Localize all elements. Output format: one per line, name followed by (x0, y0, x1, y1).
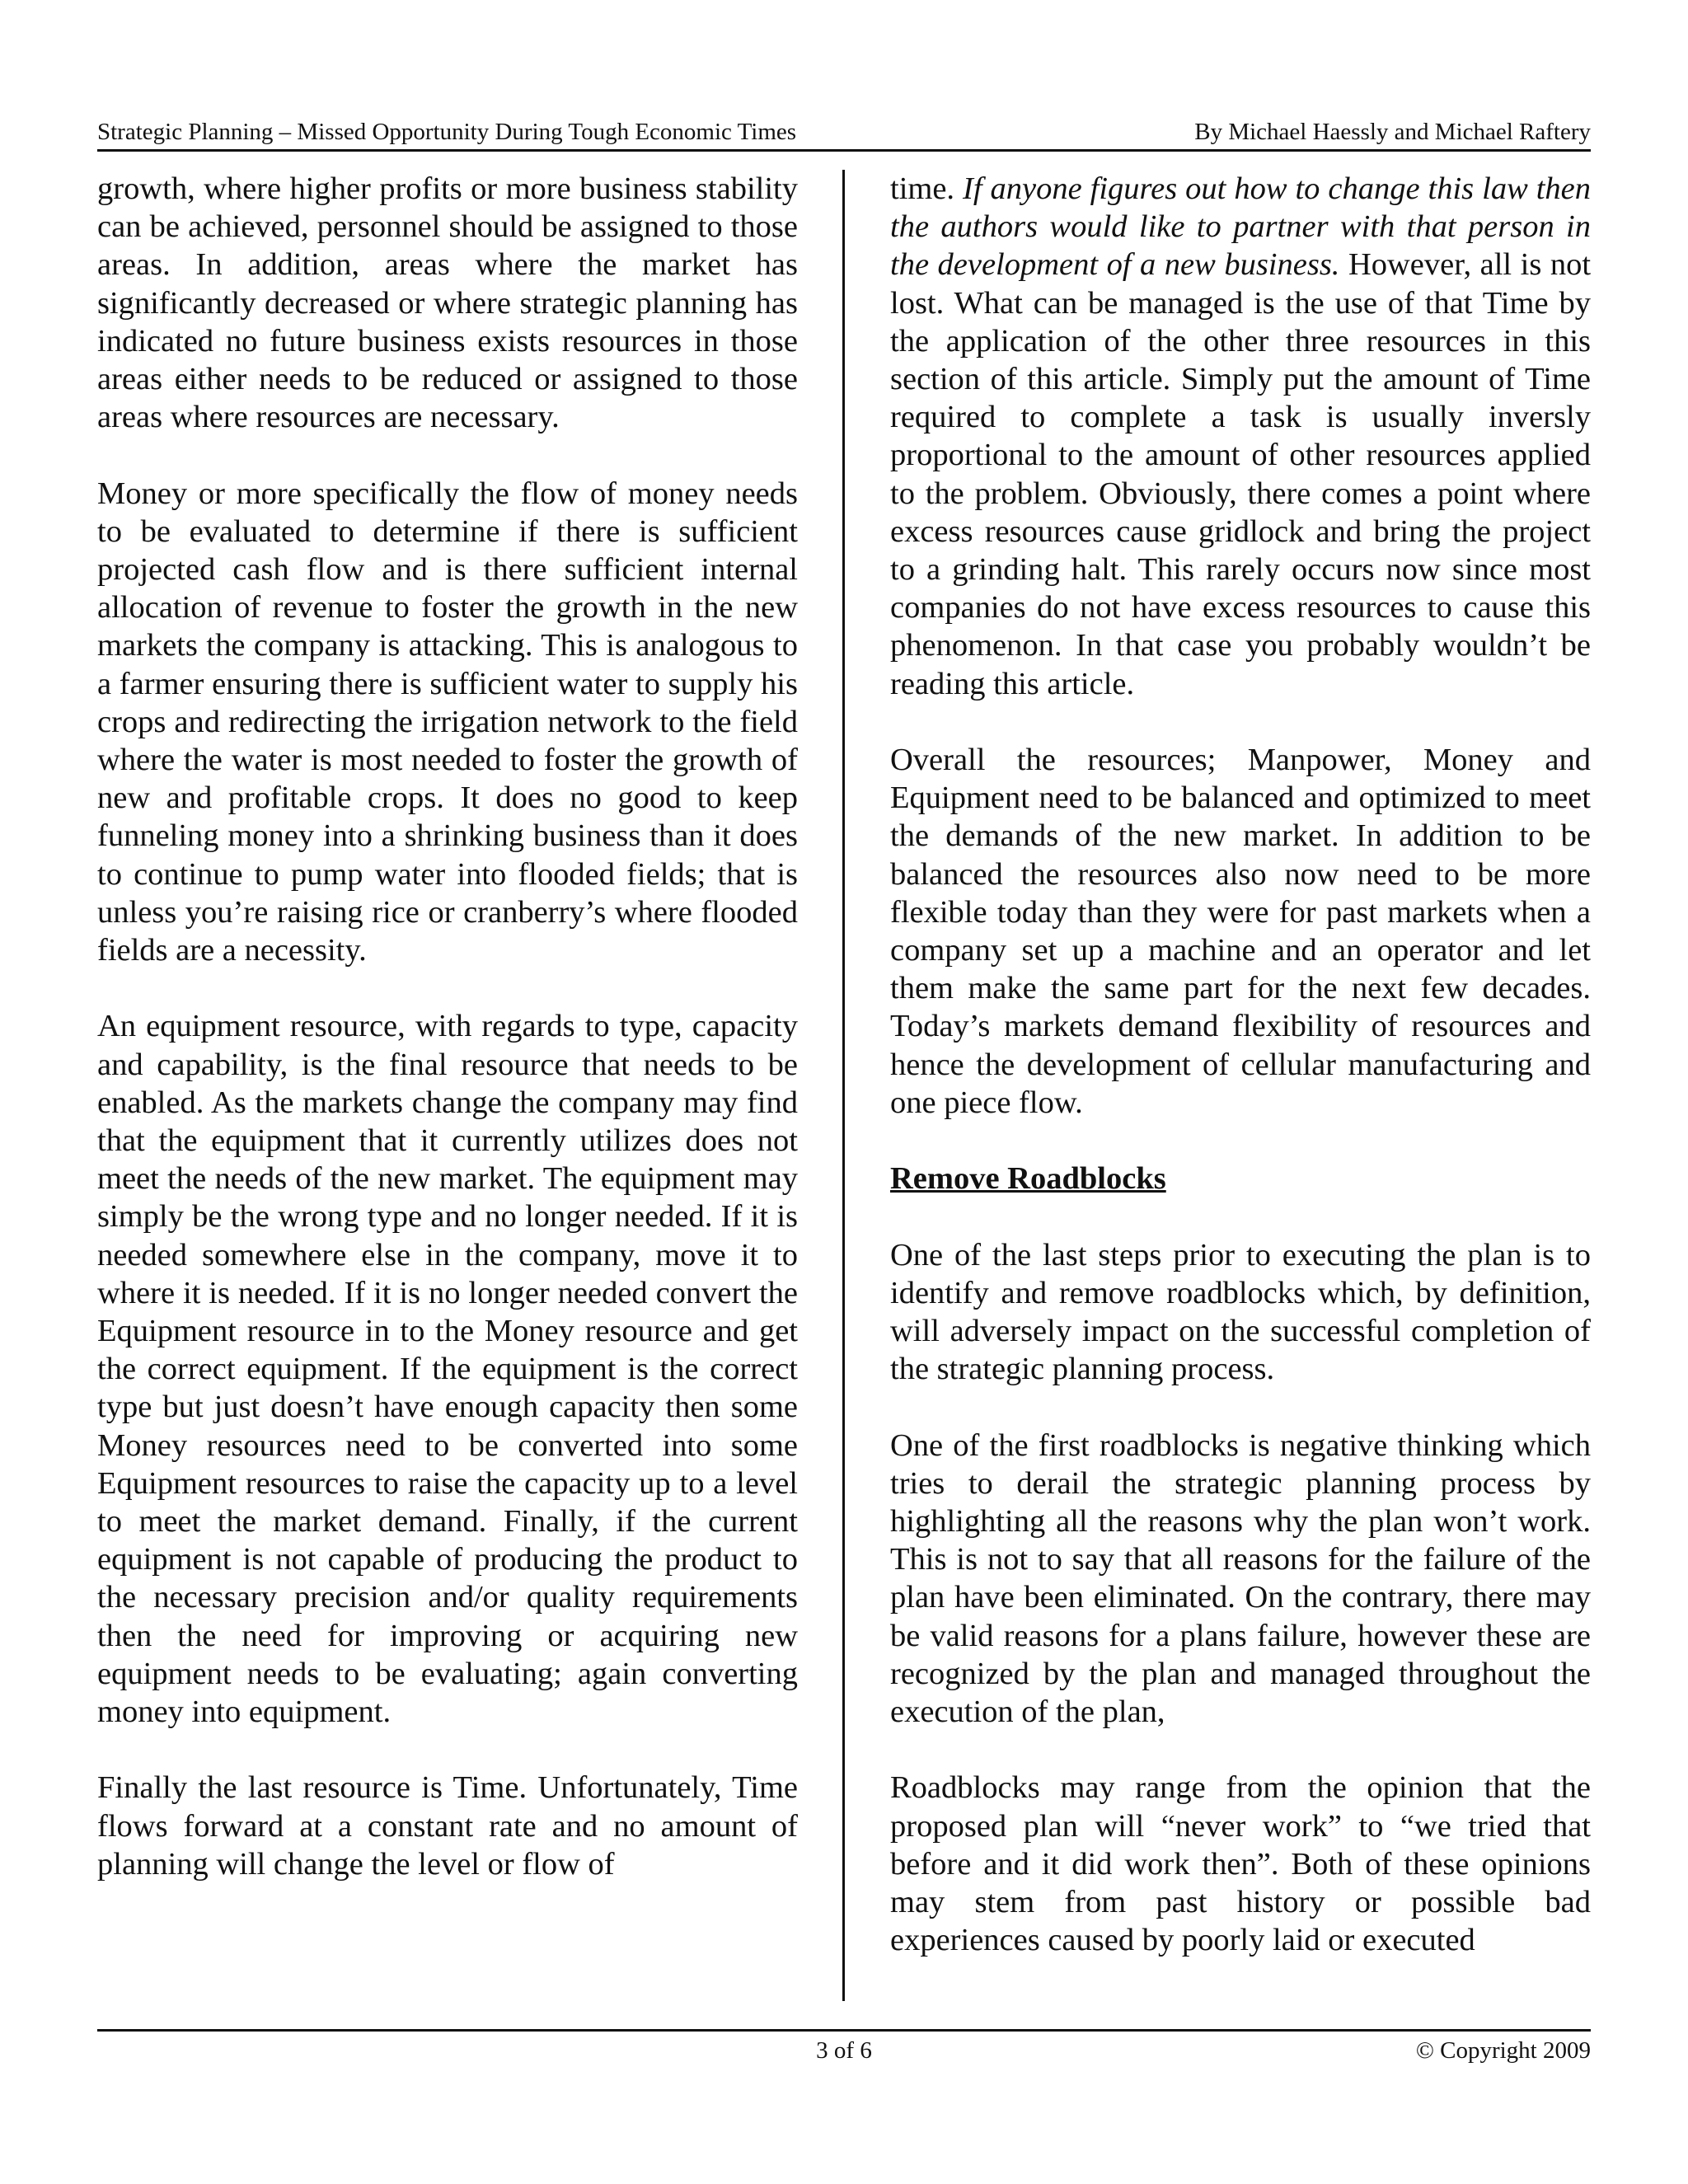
paragraph-overall-resources: Overall the resources; Manpower, Money and Equipment need to be balanced and optimized to meet the demands of the new market. In addition to be balanced the resources also now need to be more flexible today than they were for past markets when a company set up a machine and an operator and let them make the same part for the next few decades. Today’s markets demand flexibility of resources and hence the development of cellular manufacturing and one piece flow. (890, 743, 1591, 1120)
column-divider (842, 170, 845, 2001)
paragraph-roadblock-opinions: Roadblocks may range from the opinion that the proposed plan will “never work” to “we tried that before and it did work then”. Both of these opinions may stem from past history or possible bad experiences caused by poorly laid or executed (890, 1770, 1591, 1958)
paragraph-time-continued (890, 170, 1591, 703)
time-rest-text: However, all is not lost. What can be managed is the use of that Time by the application of the other three resources in this section of this article. Simply put the amount of Time required to complete a task is usually inversly proportional to the amount of other resources applied to the problem. Obviously, there comes a point where excess resources cause gridlock and bring the project to a grinding halt. This rarely occurs now since most companies do not have excess resources to cause this phenomenon. In that case you probably wouldn’t be reading this article. (890, 247, 1592, 701)
two-column-body (97, 170, 1591, 2001)
paragraph-negative-thinking: One of the first roadblocks is negative thinking which tries to derail the strategic planning process by highlighting all the reasons why the plan won’t work. This is not to say that all reasons for the failure of the plan have been eliminated. On the contrary, there may be valid reasons for a plans failure, however these are recognized by the plan and managed throughout the execution of the plan, (890, 1427, 1591, 1730)
paragraph-roadblocks-intro: One of the last steps prior to executing the plan is to identify and remove roadblocks which, by definition, will adversely impact on the successful completion of the strategic planning process. (890, 1237, 1591, 1387)
header-authors: By Michael Haessly and Michael Raftery (1194, 119, 1591, 145)
page-footer (97, 2037, 1591, 2070)
paragraph-money: Money or more specifically the flow of money needs to be evaluated to determine if there is sufficient projected cash flow and is there sufficient internal allocation of revenue to foster the growth in the new markets the company is attacking. This is analogous to a farmer ensuring there is sufficient water to supply his crops and redirecting the irrigation network to the field where the water is most needed to foster the growth of new and profitable crops. It does no good to keep funneling money into a shrinking business than it does to continue to pump water into flooded fields; that is unless you’re raising rice or cranberry’s where flooded fields are a necessity. (97, 476, 798, 968)
header-title: Strategic Planning – Missed Opportunity During Tough Economic Times (97, 119, 797, 145)
time-lead-text: time. (890, 171, 955, 206)
right-column (890, 170, 1591, 1959)
running-header (97, 114, 1591, 152)
paragraph-time-start: Finally the last resource is Time. Unfortunately, Time flows forward at a constant rate and no amount of planning will change the level or flow of (97, 1770, 798, 1882)
left-column (97, 170, 798, 1883)
italic-aside: If anyone figures out how to change this law then the authors would like to partner with that person in the development of a new business. (890, 171, 1591, 283)
page-number: 3 of 6 (816, 2037, 872, 2064)
paragraph-equipment: An equipment resource, with regards to type, capacity and capability, is the final resource that needs to be enabled. As the markets change the company may find that the equipment that it currently utilizes does not meet the needs of the new market. The equipment may simply be the wrong type and no longer needed. If it is needed somewhere else in the company, move it to where it is needed. If it is no longer needed convert the Equipment resource in to the Money resource and get the correct equipment. If the equipment is the correct type but just doesn’t have enough capacity then some Money resources need to be converted into some Equipment resources to raise the capacity up to a level to meet the market demand. Finally, if the current equipment is not capable of producing the product to the necessary precision and/or quality requirements then the need for improving or acquiring new equipment needs to be evaluating; again converting money into equipment. (97, 1009, 798, 1730)
section-heading-remove-roadblocks: Remove Roadblocks (890, 1161, 1166, 1197)
paragraph-personnel: growth, where higher profits or more business stability can be achieved, personnel should be assigned to those areas. In addition, areas where the market has significantly decreased or where strategic planning has indicated no future business exists resources in those areas either needs to be reduced or assigned to those areas where resources are necessary. (97, 171, 798, 435)
copyright-notice: © Copyright 2009 (1415, 2037, 1591, 2064)
footer-rule (97, 2029, 1591, 2032)
